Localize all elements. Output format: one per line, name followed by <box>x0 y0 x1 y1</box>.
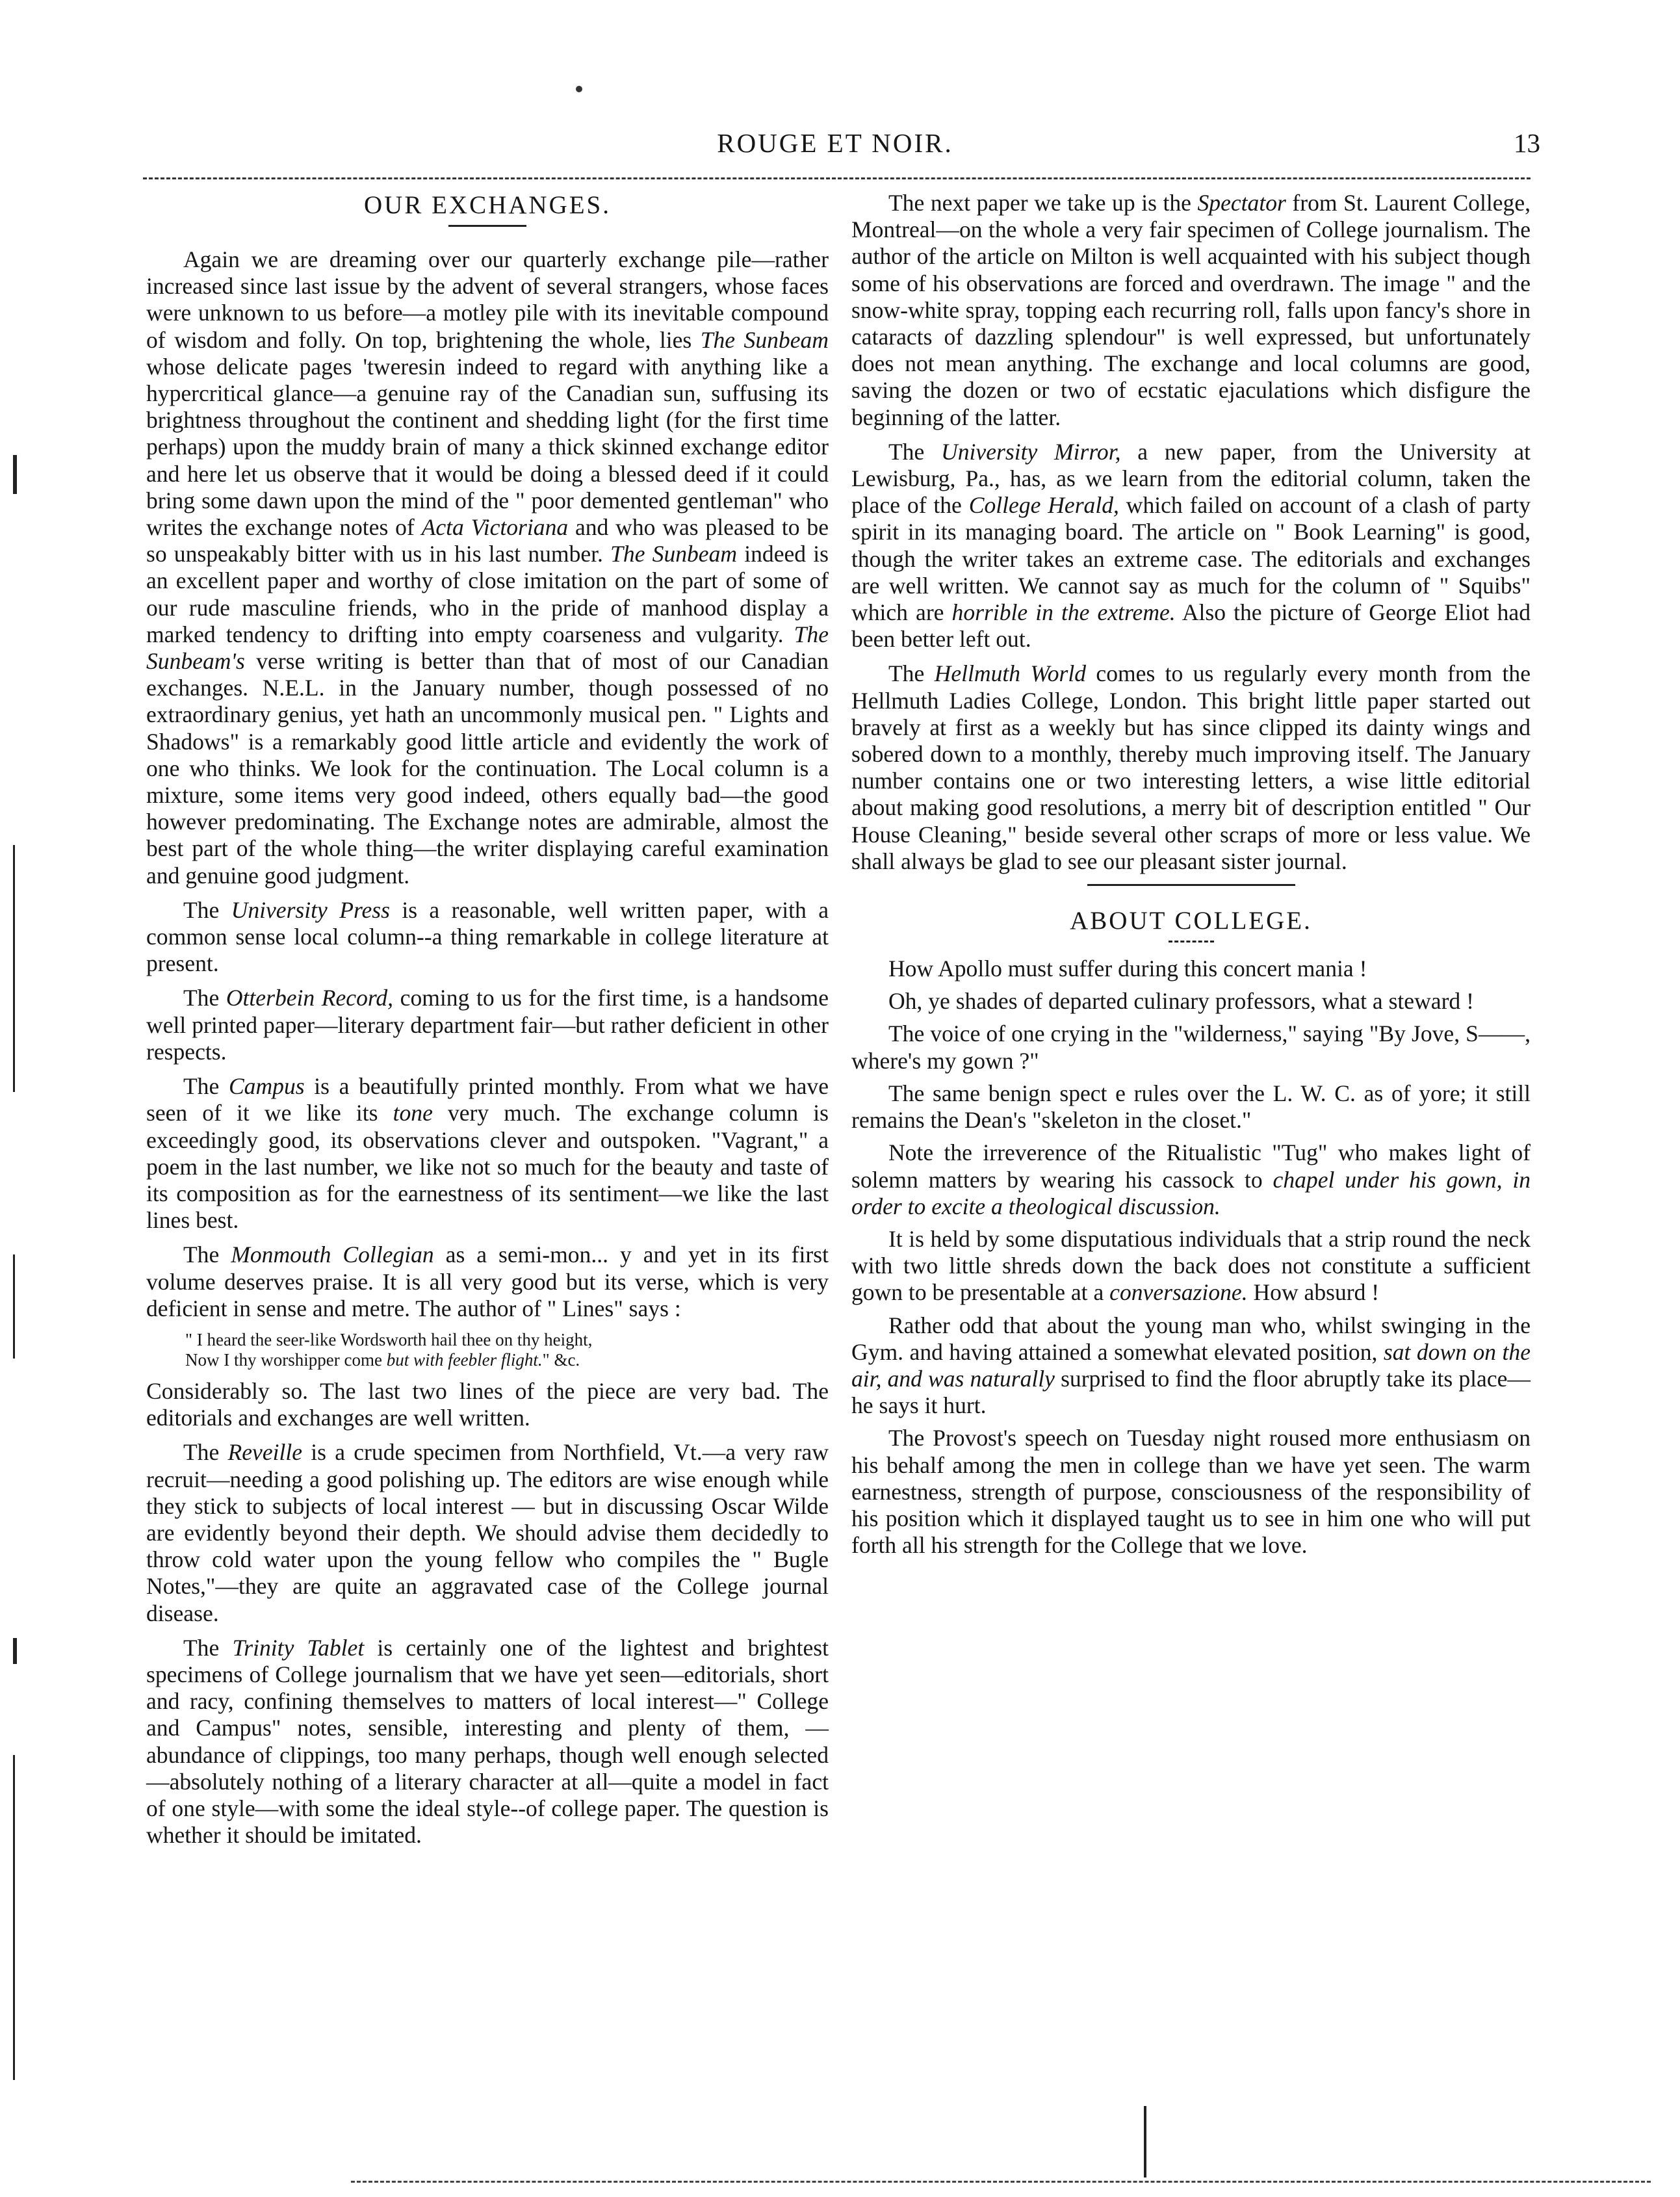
paragraph: It is held by some disputatious individuals that a strip round the neck with two little shreds down the back does not constitute a sufficient gown to be presentable at a conversazione. How absurd ! <box>851 1225 1531 1306</box>
paragraph: The voice of one crying in the "wilderness," saying "By Jove, S——, where's my gown ?" <box>851 1020 1531 1074</box>
right-column <box>851 190 1531 1565</box>
margin-mark <box>13 845 15 1092</box>
paragraph: The Provost's speech on Tuesday night roused more enthusiasm on his behalf among the men in college than we have yet seen. The warm earnestness, strength of purpose, consciousness of the responsibility of his position which it displayed taught us to see in him one who will put forth all his strength for the College that we love. <box>851 1425 1531 1559</box>
margin-mark <box>13 1638 17 1664</box>
paragraph: Considerably so. The last two lines of the piece are very bad. The editorials and exchanges are well written. <box>146 1377 829 1431</box>
title-rule <box>1169 941 1214 942</box>
footer-rule <box>351 2181 1651 2183</box>
header-rule <box>143 177 1531 179</box>
paragraph: The Monmouth Collegian as a semi-mon... y and yet in its first volume deserves praise. It is all very good but its verse, which is very deficient in sense and metre. The author of " Lines" says : <box>146 1242 829 1321</box>
running-title: ROUGE ET NOIR. <box>717 128 953 158</box>
verse-line: " I heard the seer-like Wordsworth hail thee on thy height, <box>185 1329 593 1349</box>
paragraph: The Otterbein Record, coming to us for the first time, is a handsome well printed paper—literary department fair—but rather deficient in other respects. <box>146 985 829 1065</box>
paragraph: The Trinity Tablet is certainly one of the lightest and brightest specimens of College journalism that we have yet seen—editorials, short and racy, confining themselves to matters of local interest—" College and Campus" notes, sensible, interesting and plenty of them, —abundance of clippings, too many perhaps, though well enough selected—absolutely nothing of a literary character at all—quite a model in fact of one style—with some the ideal style--of college paper. The question is whether it should be imitated. <box>146 1634 829 1849</box>
margin-mark <box>13 1755 15 2080</box>
paragraph: The same benign spect e rules over the L. W. C. as of yore; it still remains the Dean's "skeleton in the closet." <box>851 1080 1531 1134</box>
title-rule <box>448 225 526 227</box>
paragraph: Rather odd that about the young man who, whilst swinging in the Gym. and having attained a somewhat elevated position, sat down on the air, and was naturally surprised to find the floor abruptly take its place—he says it hurt. <box>851 1312 1531 1419</box>
paragraph: The Hellmuth World comes to us regularly every month from the Hellmuth Ladies College, London. This bright little paper started out bravely at first as a weekly but has since clipped its dainty wings and sobered down to a monthly, thereby much improving itself. The January number contains one or two interesting letters, a wise little editorial about making good resolutions, a merry bit of description entitled " Our House Cleaning," beside several other scraps of more or less value. We shall always be glad to see our pleasant sister journal. <box>851 660 1531 874</box>
paragraph: The Campus is a beautifully printed monthly. From what we have seen of it we like its tone very much. The exchange column is exceedingly good, its observations clever and outspoken. "Vagrant," a poem in the last number, we like not so much for the beauty and taste of its composition as for the earnestness of its sentiment—we like the last lines best. <box>146 1073 829 1234</box>
section-title-about-college: ABOUT COLLEGE. <box>1070 907 1312 935</box>
paragraph: Again we are dreaming over our quarterly exchange pile—rather increased since last issue by the advent of several strangers, whose faces were unknown to us before—a motley pile with its inevitable compound of wisdom and folly. On top, brightening the whole, lies The Sunbeam whose delicate pages 'tweresin indeed to regard with anything like a hypercritical glance—a genuine ray of the Canadian sun, suffusing its brightness throughout the continent and shedding light (for the first time perhaps) upon the muddy brain of many a thick skinned exchange editor and here let us observe that it would be doing a blessed deed if it could bring some dawn upon the mind of the " poor demented gentleman" who writes the exchange notes of Acta Victoriana and who was pleased to be so unspeakably bitter with us in his last number. The Sunbeam indeed is an excellent paper and worthy of close imitation on the part of some of our rude masculine friends, who in the pride of manhood display a marked tendency to drifting into empty coarseness and vulgarity. The Sunbeam's verse writing is better than that of most of our Canadian exchanges. N.E.L. in the January number, though possessed of no extraordinary genius, yet hath an uncommonly musical pen. " Lights and Shadows" is a remarkably good little article and evidently the work of one who thinks. We look for the continuation. The Local column is a mixture, some items very good indeed, others equally bad—the good however predominating. The Exchange notes are admirable, almost the best part of the whole thing—the writer displaying careful examination and genuine good judgment. <box>146 246 829 889</box>
ink-speck <box>576 86 582 92</box>
paragraph: How Apollo must suffer during this concert mania ! <box>888 956 1367 982</box>
section-divider <box>1087 884 1295 886</box>
paragraph: Oh, ye shades of departed culinary professors, what a steward ! <box>888 988 1474 1015</box>
page-number: 13 <box>1514 128 1540 158</box>
paragraph: The University Mirror, a new paper, from the University at Lewisburg, Pa., has, as we learn from the editorial column, taken the place of the College Herald, which failed on account of a clash of party spirit in its managing board. The article on " Book Learning" is good, though the writer takes an extreme case. The editorials and exchanges are well written. We cannot say as much for the column of " Squibs" which are horrible in the extreme. Also the picture of George Eliot had been better left out. <box>851 438 1531 653</box>
section-title-exchanges: OUR EXCHANGES. <box>363 191 611 219</box>
paragraph: Note the irreverence of the Ritualistic "Tug" who makes light of solemn matters by wearing his cassock to chapel under his gown, in order to excite a theological discussion. <box>851 1139 1531 1219</box>
margin-mark <box>13 1254 15 1358</box>
left-column <box>146 190 829 1856</box>
running-head <box>130 127 1540 166</box>
verse-line: Now I thy worshipper come but with feebler flight." &c. <box>185 1349 580 1370</box>
verse-quote <box>185 1330 829 1370</box>
paragraph: The next paper we take up is the Spectator from St. Laurent College, Montreal—on the whole a very fair specimen of College journalism. The author of the article on Milton is well acquainted with his subject though some of his observations are forced and overdrawn. The image " and the snow-white spray, topping each recurring roll, falls upon fancy's shore in cataracts of dazzling splendour" is well expressed, but unfortunately does not mean anything. The exchange and local columns are good, saving the dozen or two of ecstatic ejaculations which disfigure the beginning of the latter. <box>851 190 1531 430</box>
paragraph: The University Press is a reasonable, well written paper, with a common sense local column--a thing remarkable in college literature at present. <box>146 896 829 977</box>
gutter-mark <box>1144 2106 1146 2178</box>
paragraph: The Reveille is a crude specimen from Northfield, Vt.—a very raw recruit—needing a good polishing up. The editors are wise enough while they stick to subjects of local interest — but in discussing Oscar Wilde are evidently beyond their depth. We should advise them decidedly to throw cold water upon the young fellow who compiles the " Bugle Notes,"—they are quite an aggravated case of the College journal disease. <box>146 1439 829 1626</box>
margin-mark <box>13 455 17 494</box>
